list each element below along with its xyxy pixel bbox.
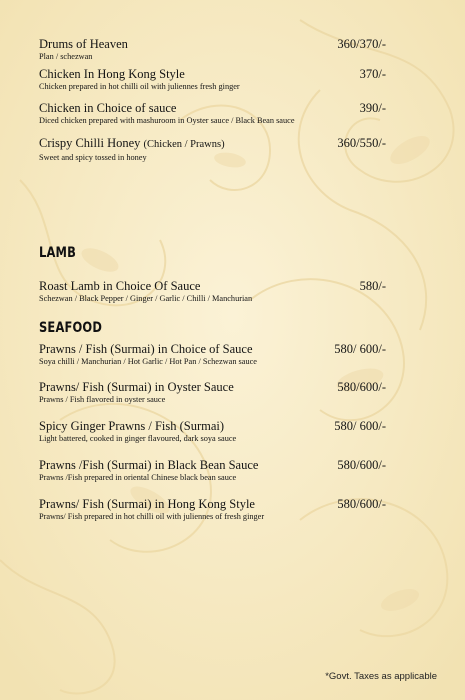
item-price: 580/600/-	[337, 497, 386, 511]
item-name: Spicy Ginger Prawns / Fish (Surmai)	[39, 419, 225, 433]
item-price: 580/ 600/-	[334, 342, 386, 356]
item-description: Sweet and spicy tossed in honey	[39, 153, 147, 162]
item-description: Prawns /Fish prepared in oriental Chinese black bean sauce	[39, 473, 237, 482]
menu-item-prawns-fish-black-bean	[39, 458, 386, 483]
item-name	[39, 136, 225, 152]
item-price: 580/600/-	[337, 380, 386, 394]
tax-footnote: *Govt. Taxes as applicable	[325, 671, 437, 682]
item-price: 580/-	[359, 279, 386, 293]
item-description: Soya chilli / Manchurian / Hot Garlic / Hot Pan / Schezwan sauce	[39, 357, 257, 366]
menu-item-crispy-chilli-honey	[39, 136, 386, 163]
item-price: 580/ 600/-	[334, 419, 386, 433]
menu-item-chicken-choice-sauce	[39, 101, 386, 126]
item-name: Chicken in Choice of sauce	[39, 101, 177, 115]
menu-item-drums-of-heaven	[39, 37, 386, 62]
item-description: Schezwan / Black Pepper / Ginger / Garlic / Chilli / Manchurian	[39, 294, 253, 303]
item-price: 390/-	[359, 101, 386, 115]
item-price: 360/550/-	[337, 136, 386, 150]
item-name: Roast Lamb in Choice Of Sauce	[39, 279, 201, 293]
item-name: Chicken In Hong Kong Style	[39, 67, 185, 81]
item-price: 360/370/-	[337, 37, 386, 51]
item-name: Prawns /Fish (Surmai) in Black Bean Sauce	[39, 458, 259, 472]
item-name-qualifier: (Chicken / Prawns)	[143, 139, 225, 150]
section-title-seafood: SEAFOOD	[39, 320, 103, 336]
item-description: Light battered, cooked in ginger flavoured, dark soya sauce	[39, 434, 237, 443]
menu-item-prawns-fish-hong-kong	[39, 497, 386, 522]
item-name-main: Crispy Chilli Honey	[39, 136, 144, 150]
item-name: Prawns / Fish (Surmai) in Choice of Sauce	[39, 342, 253, 356]
item-description: Prawns/ Fish prepared in hot chilli oil with juliennes of fresh ginger	[39, 512, 265, 521]
item-price: 580/600/-	[337, 458, 386, 472]
item-name: Prawns/ Fish (Surmai) in Oyster Sauce	[39, 380, 234, 394]
item-name: Drums of Heaven	[39, 37, 128, 51]
item-description: Plan / schezwan	[39, 52, 93, 61]
menu-item-chicken-hong-kong	[39, 67, 386, 92]
item-name: Prawns/ Fish (Surmai) in Hong Kong Style	[39, 497, 255, 511]
item-description: Diced chicken prepared with mashuroom in Oyster sauce / Black Bean sauce	[39, 116, 295, 125]
menu-item-roast-lamb	[39, 279, 386, 304]
item-description: Chicken prepared in hot chilli oil with juliennes fresh ginger	[39, 82, 240, 91]
item-price: 370/-	[359, 67, 386, 81]
item-description: Prawns / Fish flavored in oyster sauce	[39, 395, 166, 404]
section-title-lamb: LAMB	[39, 245, 77, 261]
menu-item-prawns-fish-oyster-sauce	[39, 380, 386, 405]
menu-item-prawns-fish-choice-sauce	[39, 342, 386, 367]
menu-item-spicy-ginger-prawns-fish	[39, 419, 386, 444]
